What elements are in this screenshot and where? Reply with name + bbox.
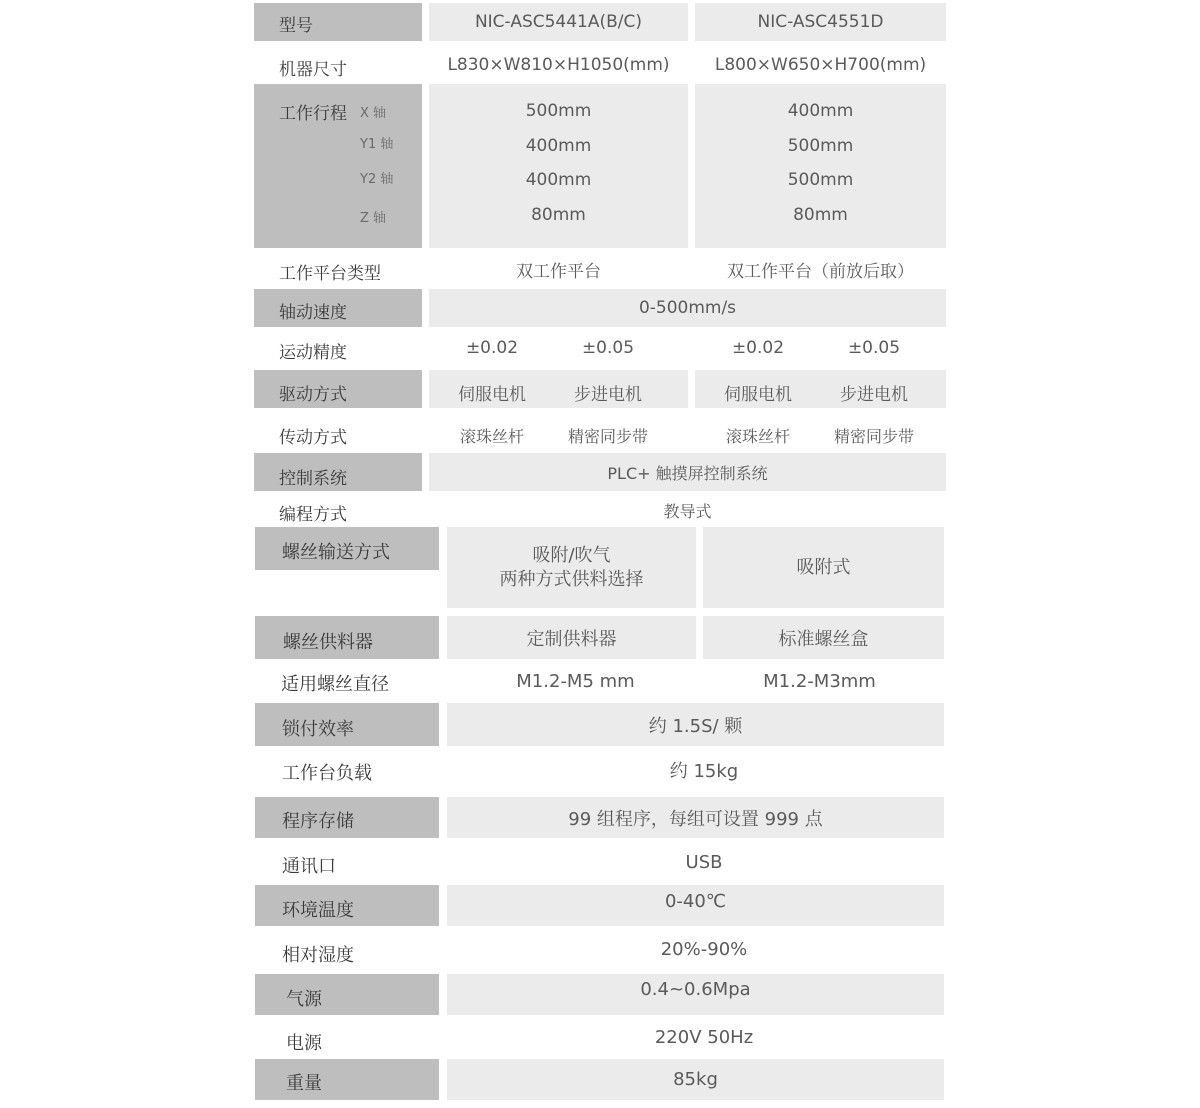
diameter-label: 适用螺丝直径 (281, 674, 389, 695)
travel-a-x: 500mm (525, 101, 592, 121)
travel-b-z: 80mm (793, 205, 848, 225)
port-label: 通讯口 (282, 856, 336, 877)
model-a: NIC-ASC5441A(B/C) (429, 3, 688, 41)
feed-b-cell (703, 527, 944, 608)
power-label: 电源 (286, 1033, 322, 1054)
diameter-a: M1.2-M5 mm (516, 670, 635, 692)
programming-label: 编程方式 (279, 505, 347, 525)
travel-axis-x: X 轴 (360, 106, 387, 121)
load-value: 约 15kg (669, 761, 739, 782)
travel-axis-z: Z 轴 (360, 211, 387, 226)
travel-a-y2: 400mm (525, 170, 592, 190)
feed-a-line1: 吸附/吹气 (532, 544, 611, 566)
programming-value: 教导式 (663, 501, 712, 521)
drive-b2: 步进电机 (840, 385, 908, 405)
precision-b1: ±0.02 (731, 338, 785, 358)
feeder-b: 标准螺丝盒 (703, 616, 944, 659)
precision-b2: ±0.05 (847, 338, 901, 358)
travel-axis-y2: Y2 轴 (360, 172, 394, 187)
temperature-value: 0-40℃ (447, 885, 944, 926)
humidity-value: 20%-90% (660, 938, 748, 960)
humidity-label: 相对湿度 (282, 945, 354, 966)
drive-a1: 伺服电机 (458, 385, 526, 405)
drive-label: 驱动方式 (279, 385, 347, 405)
feed-b: 吸附式 (796, 556, 851, 578)
transmission-b2: 精密同步带 (833, 427, 914, 446)
storage-label: 程序存储 (282, 811, 354, 832)
precision-label: 运动精度 (279, 343, 347, 363)
transmission-label: 传动方式 (279, 428, 347, 448)
travel-a-z: 80mm (531, 205, 586, 225)
efficiency-label: 锁付效率 (282, 719, 354, 740)
size-label: 机器尺寸 (279, 60, 347, 80)
travel-a-y1: 400mm (525, 136, 592, 156)
size-b: L800×W650×H700(mm) (714, 55, 927, 75)
travel-b-y1: 500mm (787, 136, 854, 156)
platform-b: 双工作平台（前放后取） (727, 261, 914, 282)
model-label: 型号 (279, 16, 313, 36)
feed-a-line2: 两种方式供料选择 (499, 568, 644, 590)
travel-b-y2: 500mm (787, 170, 854, 190)
travel-b-x: 400mm (787, 101, 854, 121)
transmission-a2: 精密同步带 (567, 427, 648, 446)
air-label-cell (255, 974, 439, 1015)
precision-a2: ±0.05 (581, 338, 635, 358)
speed-label: 轴动速度 (279, 303, 347, 323)
feed-label: 螺丝输送方式 (282, 542, 390, 563)
drive-b1: 伺服电机 (724, 385, 792, 405)
temperature-label: 环境温度 (282, 900, 354, 921)
control-label: 控制系统 (279, 469, 347, 489)
air-label: 气源 (286, 989, 322, 1010)
load-label: 工作台负载 (282, 763, 372, 784)
efficiency-value: 约 1.5S/ 颗 (447, 703, 944, 746)
power-value: 220V 50Hz (654, 1026, 754, 1048)
weight-label-cell (255, 1059, 439, 1100)
platform-label: 工作平台类型 (279, 264, 381, 284)
feeder-a: 定制供料器 (447, 616, 696, 659)
travel-axis-y1: Y1 轴 (360, 137, 394, 152)
size-a: L830×W810×H1050(mm) (447, 55, 670, 75)
control-value: PLC+ 触摸屏控制系统 (429, 453, 946, 491)
platform-a: 双工作平台 (516, 261, 601, 282)
drive-a2: 步进电机 (574, 385, 642, 405)
weight-label: 重量 (286, 1073, 322, 1094)
weight-value: 85kg (447, 1059, 944, 1100)
storage-value: 99 组程序，每组可设置 999 点 (447, 797, 944, 838)
model-b: NIC-ASC4551D (695, 3, 946, 41)
transmission-b1: 滚珠丝杆 (725, 427, 790, 446)
feeder-label: 螺丝供料器 (283, 632, 373, 653)
feed-a-cell (447, 527, 696, 608)
speed-value: 0-500mm/s (429, 289, 946, 327)
diameter-b: M1.2-M3mm (763, 670, 876, 692)
port-value: USB (685, 851, 723, 873)
precision-a1: ±0.02 (465, 338, 519, 358)
transmission-a1: 滚珠丝杆 (459, 427, 524, 446)
air-value: 0.4~0.6Mpa (447, 974, 944, 1015)
travel-label: 工作行程 (279, 104, 347, 124)
